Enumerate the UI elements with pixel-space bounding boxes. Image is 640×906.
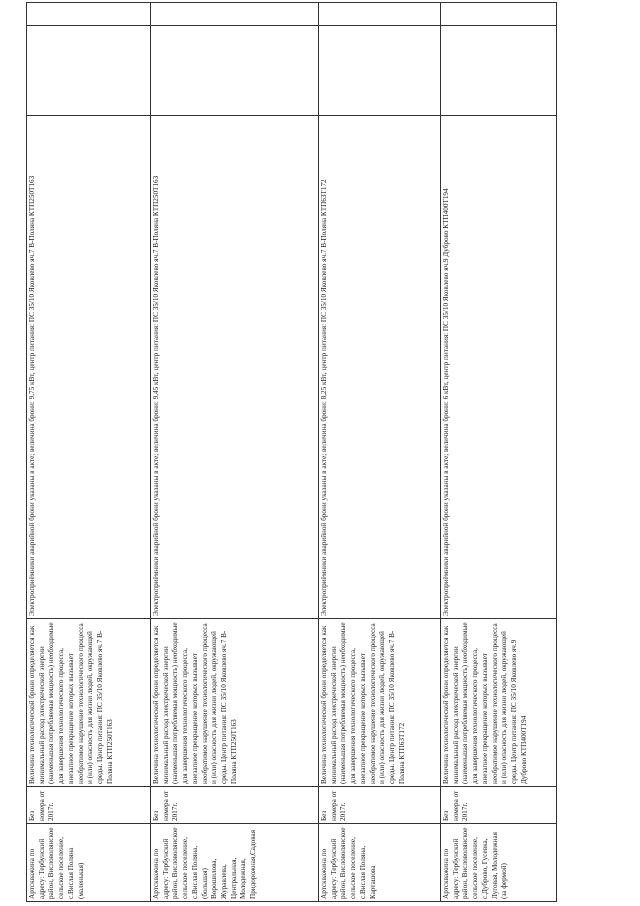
well-address-cell: Артскважина по адресу: Тербунский район, Висловолянское сельское поселение, с.Вислая Поляна (маленькая) xyxy=(27,824,151,902)
document-number-cell: Без номера от 2017г. xyxy=(151,787,319,824)
table-row xyxy=(151,3,319,902)
table-row xyxy=(441,3,557,902)
emergency-reserve-cell: Электроприёмники аварийной брони указаны в акте; величина брони: 9,75 кВт, центр питания: ПС 35/10 Яковлево яч.7 В-Поляна КТП250Т163 xyxy=(27,3,151,619)
blank-column-rule xyxy=(26,115,556,116)
technological-reserve-cell: Величина технологической брони определяется как минимальный расход электрической энергии (наименьшая потребляемая мощность) необходимые для завершения технологического процесса, внезапное прекращение которых вызывает необратимое нарушение технологического процесса и (или) опасность для жизни людей, окружающей среды. Центр питания: ПС 35/10 Яковлево яч.9 Дуброво КТП400Т194 xyxy=(441,619,557,787)
well-address-cell: Артскважина по адресу: Тербунский район, Висловолянское сельское поселение, с.Вислая Поляна, Карташова xyxy=(319,824,441,902)
technological-reserve-cell: Величина технологической брони определяется как минимальный расход электрической энергии (наименьшая потребляемая мощность) необходимые для завершения технологического процесса, внезапное прекращение которых вызывает необратимое нарушение технологического процесса и (или) опасность для жизни людей, окружающей среды. Центр питания: ПС 35/10 Яковлево яч.7 В-Поляна КТП250Т163 xyxy=(151,619,319,787)
technological-reserve-cell: Величина технологической брони определяется как минимальный расход электрической энергии (наименьшая потребляемая мощность) необходимые для завершения технологического процесса, внезапное прекращение которых вызывает необратимое нарушение технологического процесса и (или) опасность для жизни людей, окружающей среды. Центр питания: ПС 35/10 Яковлево яч.7 В-Поляна КТП250Т163 xyxy=(27,619,151,787)
table-row xyxy=(319,3,441,902)
well-address-cell: Артскважина по адресу: Тербунский район, Висловолянское сельское поселение, с.Вислая Поляна, (большая) Ворошилова, Журавлева, Центральная, Молодежная, Придорожная,Садовая xyxy=(151,824,319,902)
emergency-reserve-cell: Электроприёмники аварийной брони указаны в акте; величина брони: 8,25 кВт, центр питания: ПС 35/10 Яковлево яч.7 В-Поляна КТП63Т172 xyxy=(319,3,441,619)
wells-reserve-table xyxy=(26,2,557,902)
technological-reserve-cell: Величина технологической брони определяется как минимальный расход электрической энергии (наименьшая потребляемая мощность) необходимые для завершения технологического процесса, внезапное прекращение которых вызывает необратимое нарушение технологического процесса и (или) опасность для жизни людей, окружающей среды. Центр питания: ПС 35/10 Яковлево яч.7 В-Поляна КТП63Т172 xyxy=(319,619,441,787)
document-number-cell: Без номера от 2017г. xyxy=(319,787,441,824)
emergency-reserve-cell: Электроприёмники аварийной брони указаны в акте; величина брони: 6 кВт, центр питания: ПС 35/10 Яковлево яч.9 Дуброво КТП400Т194 xyxy=(441,3,557,619)
blank-column-rule xyxy=(26,25,556,26)
well-address-cell: Артскважина по адресу: Тербунский район, Висловолянское сельское поселение, с.Дуброво, Гусевка, Луговая, Молодежная (за фермой) xyxy=(441,824,557,902)
table-bottom-rule xyxy=(556,2,557,902)
document-number-cell: Без номера от 2017г. xyxy=(27,787,151,824)
table-row xyxy=(27,3,151,902)
document-number-cell: Без номера от 2017г. xyxy=(441,787,557,824)
emergency-reserve-cell: Электроприёмники аварийной брони указаны в акте; величина брони: 9,45 кВт, центр питания: ПС 35/10 Яковлево яч.7 В-Поляна КТП250Т163 xyxy=(151,3,319,619)
table-top-rule xyxy=(26,2,27,902)
